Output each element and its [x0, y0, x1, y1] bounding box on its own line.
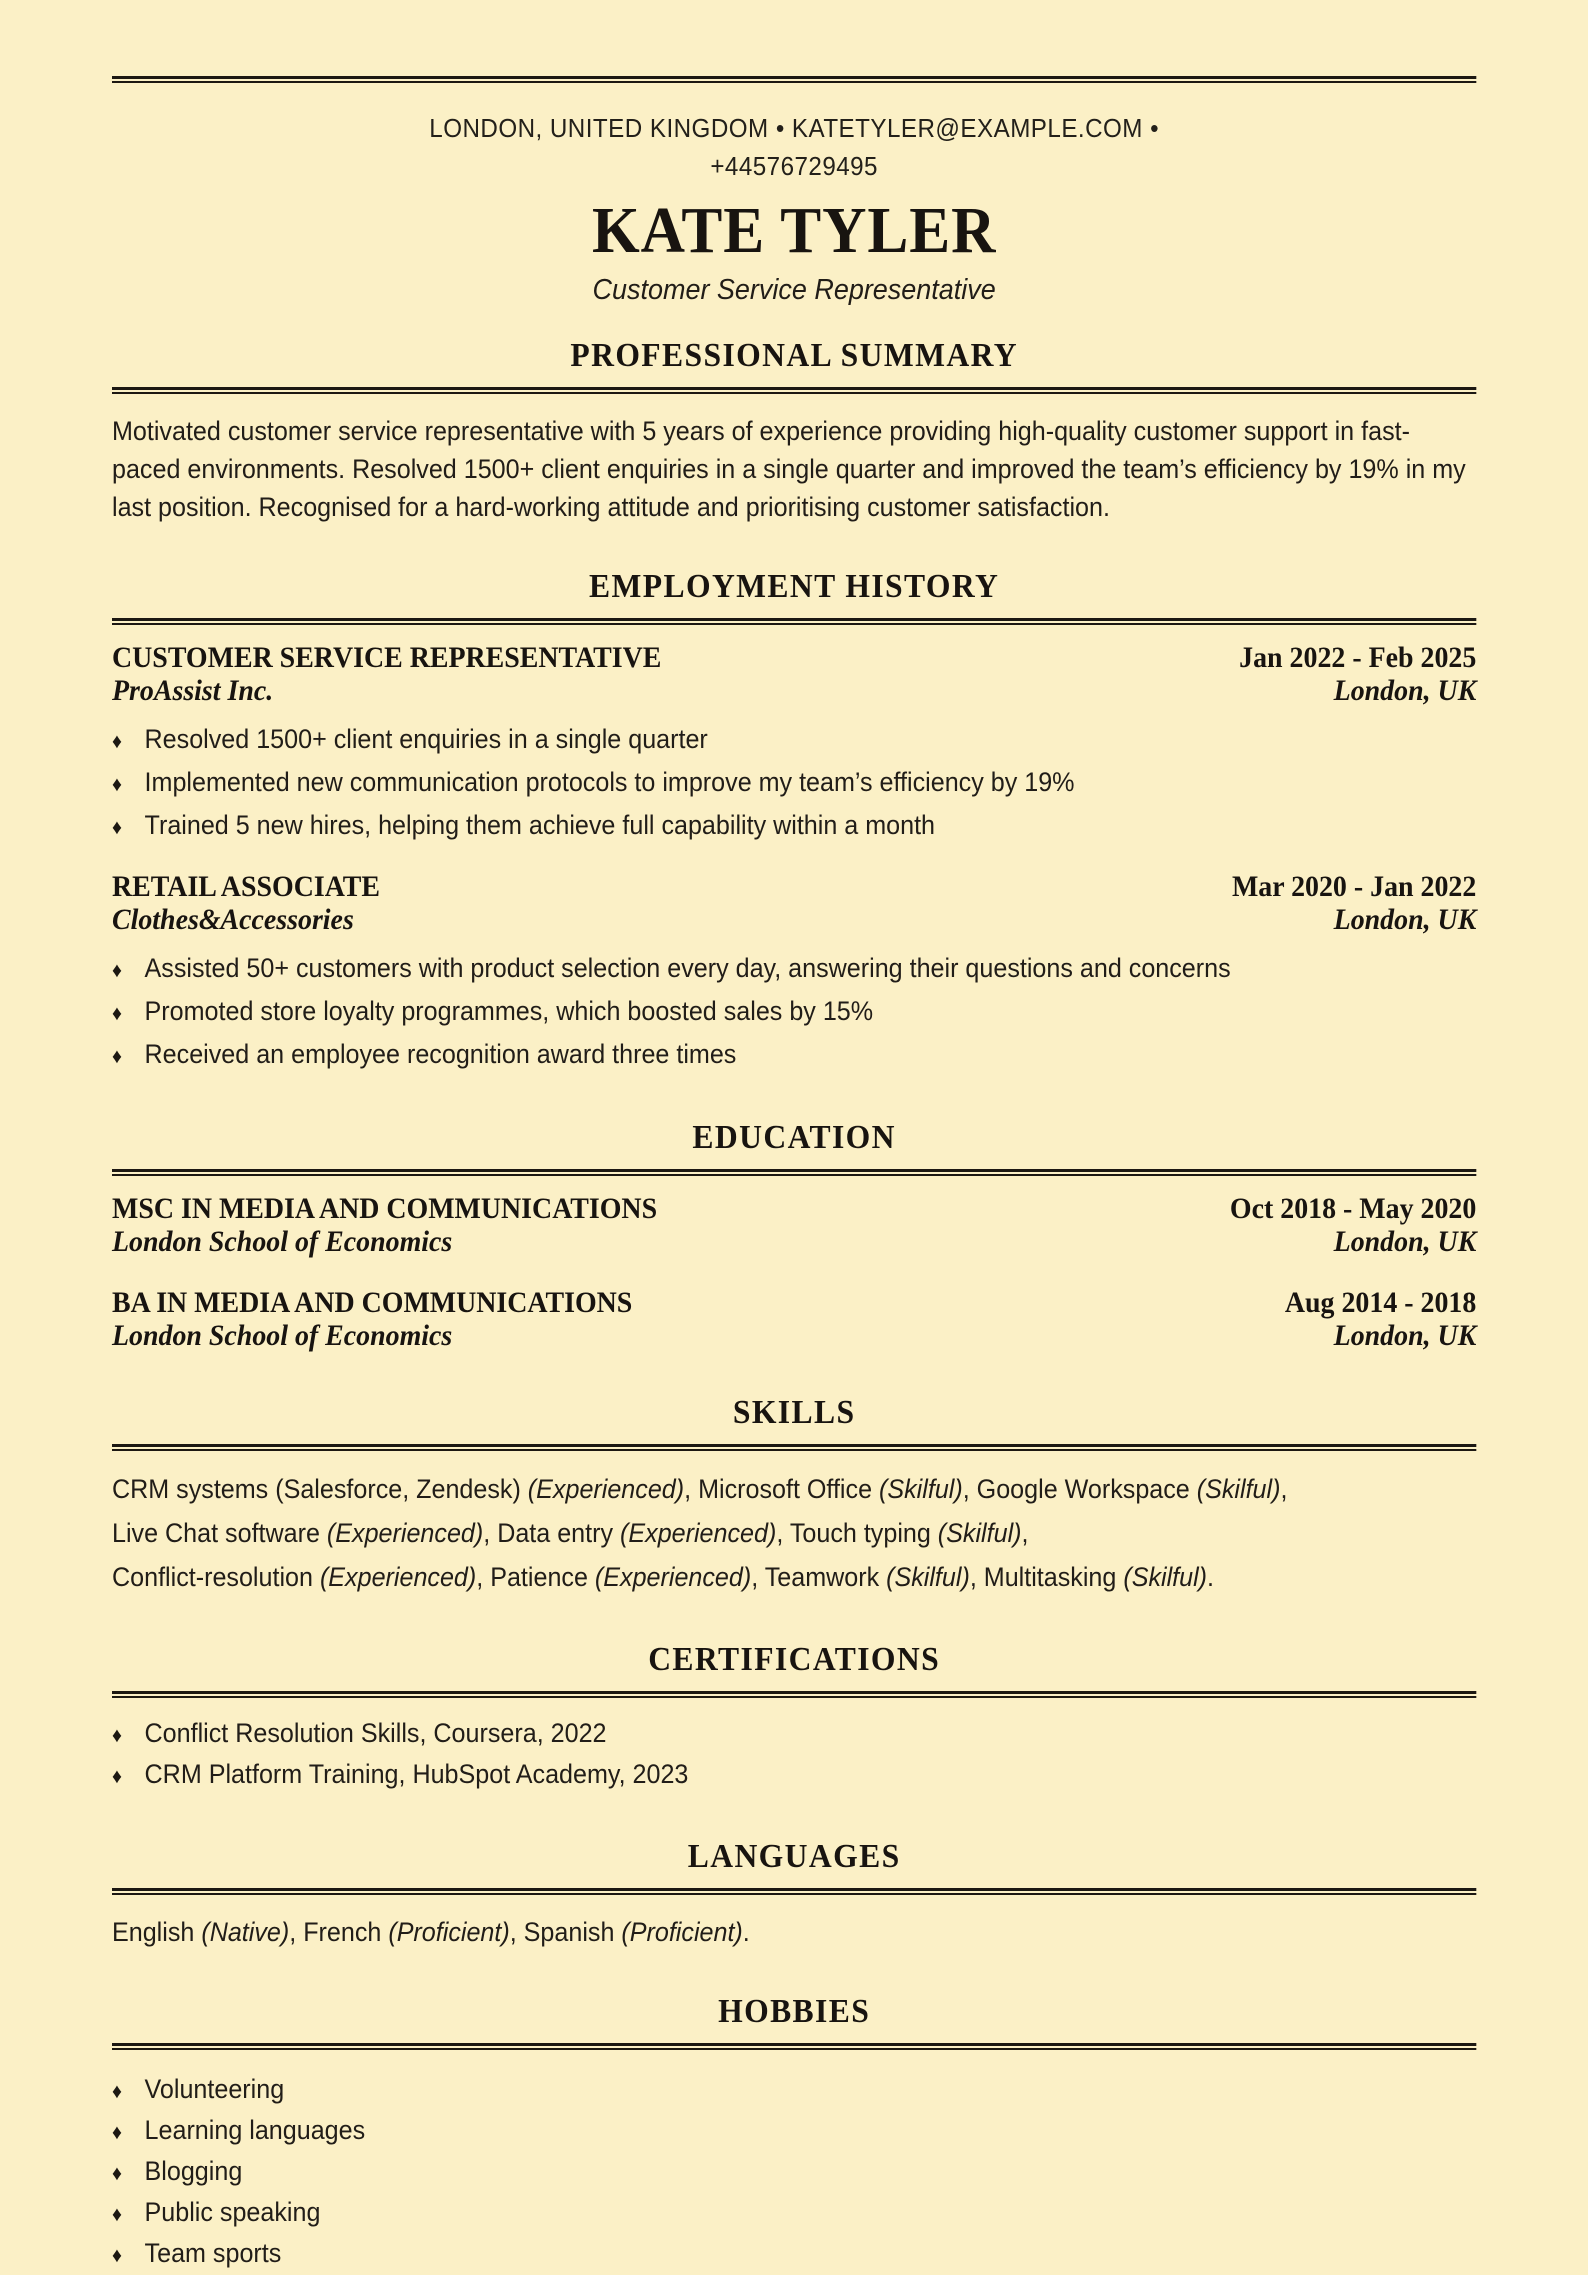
list-item	[112, 2152, 1476, 2193]
text-line	[112, 1467, 1476, 1511]
list-item	[112, 2234, 1476, 2275]
diamond-bullet-icon: ♦	[112, 1045, 122, 1068]
list-item	[112, 762, 1476, 805]
list-item	[112, 719, 1476, 762]
list-item-text: Conflict Resolution Skills, Coursera, 2022	[144, 1718, 607, 1748]
languages-divider	[112, 1888, 1476, 1895]
job-location: London, UK	[1333, 903, 1477, 936]
summary-heading: PROFESSIONAL SUMMARY	[570, 337, 1018, 374]
degree-title: MSC IN MEDIA AND COMMUNICATIONS	[112, 1192, 658, 1225]
skill-level-text: (Skilful)	[879, 1474, 963, 1504]
diamond-bullet-icon: ♦	[112, 730, 122, 753]
contact-info	[112, 109, 1476, 185]
skill-level-text: (Experienced)	[620, 1518, 777, 1548]
list-item	[112, 1755, 1476, 1796]
job-company-row	[112, 674, 1476, 707]
job-title-row	[112, 641, 1476, 674]
degree-school: London School of Economics	[112, 1225, 453, 1258]
job-title-row	[112, 870, 1476, 903]
inline-text: .	[1207, 1562, 1215, 1592]
text-line	[112, 1555, 1476, 1599]
top-divider	[112, 76, 1476, 83]
skill-level-text: (Native)	[201, 1917, 290, 1947]
degree-dates: Aug 2014 - 2018	[1284, 1286, 1477, 1319]
list-item-text: Team sports	[144, 2238, 282, 2268]
inline-text: , Patience	[476, 1562, 595, 1592]
job-title: CUSTOMER SERVICE REPRESENTATIVE	[112, 641, 662, 674]
list-item-text: Trained 5 new hires, helping them achieve full capability within a month	[144, 810, 936, 840]
diamond-bullet-icon: ♦	[112, 1002, 122, 1025]
skill-level-text: (Skilful)	[886, 1562, 970, 1592]
list-item	[112, 991, 1476, 1034]
languages-text	[112, 1913, 1476, 1951]
inline-text: , Teamwork	[751, 1562, 887, 1592]
list-item-text: Blogging	[144, 2156, 243, 2186]
degree-location: London, UK	[1333, 1225, 1477, 1258]
degree-school-row	[112, 1319, 1476, 1352]
skill-level-text: (Experienced)	[594, 1562, 752, 1592]
list-item	[112, 2111, 1476, 2152]
degree-title: BA IN MEDIA AND COMMUNICATIONS	[112, 1286, 633, 1319]
contact-line-2: +44576729495	[710, 151, 878, 181]
degree-entry	[112, 1286, 1476, 1352]
employment-heading: EMPLOYMENT HISTORY	[589, 568, 1000, 605]
list-item-text: Volunteering	[144, 2074, 285, 2104]
degree-dates: Oct 2018 - May 2020	[1229, 1192, 1477, 1225]
inline-text: , Multitasking	[969, 1562, 1124, 1592]
skills-text	[112, 1467, 1476, 1599]
education-divider	[112, 1169, 1476, 1176]
diamond-bullet-icon: ♦	[112, 2203, 122, 2226]
inline-text: , Data entry	[483, 1518, 621, 1548]
hobbies-list	[112, 2070, 1476, 2275]
list-item	[112, 2070, 1476, 2111]
skill-level-text: (Experienced)	[326, 1518, 484, 1548]
job-company: Clothes&Accessories	[112, 903, 354, 936]
text-line	[112, 1511, 1476, 1555]
summary-divider	[112, 387, 1476, 394]
hobbies-heading: HOBBIES	[718, 1993, 871, 2030]
skill-level-text: (Experienced)	[319, 1562, 477, 1592]
diamond-bullet-icon: ♦	[112, 2162, 122, 2185]
inline-text: CRM systems (Salesforce, Zendesk)	[112, 1474, 528, 1504]
person-job-title: Customer Service Representative	[592, 274, 996, 306]
degree-school-row	[112, 1225, 1476, 1258]
degree-entry	[112, 1192, 1476, 1258]
list-item	[112, 1714, 1476, 1755]
skill-level-text: (Proficient)	[621, 1917, 743, 1947]
diamond-bullet-icon: ♦	[112, 2244, 122, 2267]
certifications-heading: CERTIFICATIONS	[648, 1641, 941, 1678]
list-item-text: Promoted store loyalty programmes, which boosted sales by 15%	[144, 996, 874, 1026]
job-bullet-list	[112, 719, 1476, 848]
skill-level-text: (Skilful)	[937, 1518, 1022, 1548]
inline-text: ,	[1021, 1518, 1029, 1548]
list-item-text: Public speaking	[144, 2197, 321, 2227]
resume-content	[112, 76, 1476, 2275]
diamond-bullet-icon: ♦	[112, 2080, 122, 2103]
list-item-text: Implemented new communication protocols to improve my team’s efficiency by 19%	[144, 767, 1075, 797]
degree-school: London School of Economics	[112, 1319, 453, 1352]
skill-level-text: (Skilful)	[1196, 1474, 1281, 1504]
job-bullet-list	[112, 948, 1476, 1077]
skills-heading: SKILLS	[732, 1394, 856, 1431]
list-item	[112, 805, 1476, 848]
employment-divider	[112, 618, 1476, 625]
diamond-bullet-icon: ♦	[112, 959, 122, 982]
job-title: RETAIL ASSOCIATE	[112, 870, 380, 903]
job-company-row	[112, 903, 1476, 936]
education-heading: EDUCATION	[692, 1119, 896, 1156]
inline-text: , Google Workspace	[962, 1474, 1197, 1504]
job-dates: Mar 2020 - Jan 2022	[1231, 870, 1477, 903]
job-dates: Jan 2022 - Feb 2025	[1239, 641, 1477, 674]
degree-location: London, UK	[1333, 1319, 1477, 1352]
inline-text: ,	[1280, 1474, 1288, 1504]
list-item	[112, 948, 1476, 991]
inline-text: English	[112, 1917, 202, 1947]
hobbies-divider	[112, 2043, 1476, 2050]
skill-level-text: (Skilful)	[1123, 1562, 1208, 1592]
inline-text: Live Chat software	[112, 1518, 327, 1548]
inline-text: .	[742, 1917, 750, 1947]
inline-text: , Microsoft Office	[684, 1474, 880, 1504]
diamond-bullet-icon: ♦	[112, 1724, 122, 1747]
summary-text: Motivated customer service representative with 5 years of experience providing high-quality customer support in fast-paced environments. Resolved 1500+ client enquiries in a single quarter and improved the team’s efficiency by 19% in my last position. Recognised for a hard-working attitude and prioritising customer satisfaction.	[112, 416, 1466, 522]
diamond-bullet-icon: ♦	[112, 773, 122, 796]
list-item-text: Resolved 1500+ client enquiries in a single quarter	[144, 724, 708, 754]
degree-title-row	[112, 1192, 1476, 1225]
list-item-text: Assisted 50+ customers with product selection every day, answering their questions and concerns	[144, 953, 1231, 983]
inline-text: , Touch typing	[776, 1518, 938, 1548]
certifications-divider	[112, 1691, 1476, 1698]
skills-divider	[112, 1444, 1476, 1451]
diamond-bullet-icon: ♦	[112, 816, 122, 839]
inline-text: Conflict-resolution	[112, 1562, 320, 1592]
job-entry	[112, 870, 1476, 1077]
inline-text: , French	[289, 1917, 389, 1947]
degree-title-row	[112, 1286, 1476, 1319]
languages-heading: LANGUAGES	[687, 1838, 901, 1875]
inline-text: , Spanish	[509, 1917, 622, 1947]
skill-level-text: (Proficient)	[388, 1917, 510, 1947]
person-name: KATE TYLER	[591, 194, 997, 267]
job-entry	[112, 641, 1476, 848]
diamond-bullet-icon: ♦	[112, 1765, 122, 1788]
list-item-text: Learning languages	[144, 2115, 366, 2145]
list-item	[112, 2193, 1476, 2234]
job-company: ProAssist Inc.	[112, 674, 274, 707]
list-item-text: CRM Platform Training, HubSpot Academy, 2023	[144, 1759, 689, 1789]
diamond-bullet-icon: ♦	[112, 2121, 122, 2144]
certifications-list	[112, 1714, 1476, 1796]
list-item-text: Received an employee recognition award three times	[144, 1039, 737, 1069]
contact-line-1: LONDON, UNITED KINGDOM • KATETYLER@EXAMPLE.COM •	[429, 113, 1160, 143]
job-location: London, UK	[1333, 674, 1477, 707]
list-item	[112, 1034, 1476, 1077]
skill-level-text: (Experienced)	[527, 1474, 685, 1504]
